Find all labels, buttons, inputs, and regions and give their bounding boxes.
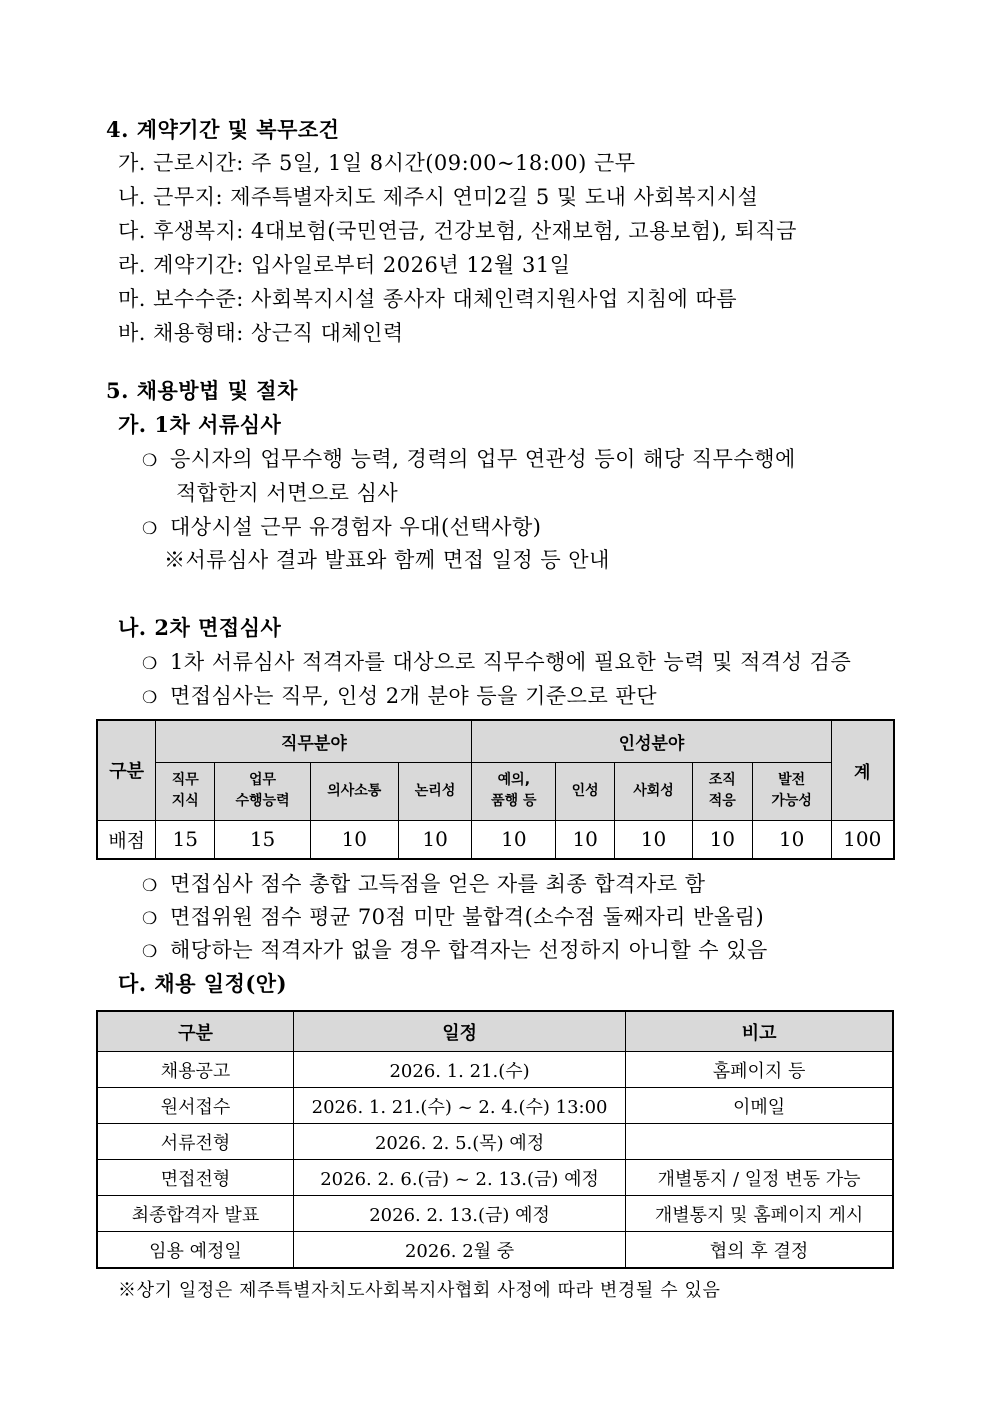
section4-title: 4. 계약기간 및 복무조건 (106, 117, 340, 142)
score-value-6: 10 (556, 820, 615, 859)
score-col-8 (692, 762, 752, 820)
section4-item-6: 바. 채용형태: 상근직 대체인력 (118, 321, 404, 345)
score-value-4: 10 (398, 820, 472, 859)
schedule-footnote: ※상기 일정은 제주특별자치도사회복지사협회 사정에 따라 변경될 수 있음 (118, 1280, 721, 1301)
schedule-cell: 2026. 2. 13.(금) 예정 (293, 1196, 625, 1232)
schedule-header-note: 비고 (626, 1011, 893, 1052)
schedule-header-category: 구분 (97, 1011, 293, 1052)
schedule-cell: 2026. 2월 중 (293, 1232, 625, 1269)
schedule-cell: 2026. 2. 5.(목) 예정 (293, 1124, 625, 1160)
bullet-circle-icon: ❍ (142, 909, 158, 929)
sub-b-bullet-1-text: 1차 서류심사 적격자를 대상으로 직무수행에 필요한 능력 및 적격성 검증 (170, 650, 852, 674)
score-col-8-l1: 조직 (708, 772, 736, 788)
score-col-1-l1: 직무 (171, 772, 199, 788)
bullet-circle-icon: ❍ (142, 654, 158, 674)
table-row (97, 1196, 893, 1232)
schedule-cell: 서류전형 (97, 1124, 293, 1160)
score-col-1-l2: 지식 (171, 793, 199, 809)
sub-a-bullet-2-text: 대상시설 근무 유경험자 우대(선택사항) (170, 515, 542, 539)
score-col-1 (156, 762, 215, 820)
sub-b-bullet-2-text: 면접심사는 직무, 인성 2개 분야 등을 기준으로 판단 (170, 684, 657, 708)
sub-a-title: 가. 1차 서류심사 (118, 412, 282, 437)
schedule-cell: 2026. 2. 6.(금) ~ 2. 13.(금) 예정 (293, 1160, 625, 1196)
score-col-9-l1: 발전 (778, 772, 806, 788)
sub-b-after-3 (142, 936, 768, 966)
sub-b-bullet-2 (142, 682, 657, 712)
score-col-2 (215, 762, 311, 820)
score-col-9 (752, 762, 831, 820)
score-table-corner: 구분 (97, 720, 156, 820)
sub-b-after-2-text: 면접위원 점수 평균 70점 미만 불합격(소수점 둘째자리 반올림) (170, 905, 765, 929)
score-col-3: 의사소통 (310, 762, 398, 820)
sub-a-bullet-1 (142, 445, 796, 475)
score-col-5 (472, 762, 556, 820)
sub-b-bullet-1 (142, 648, 851, 678)
score-total-value: 100 (831, 820, 894, 859)
score-value-8: 10 (692, 820, 752, 859)
bullet-circle-icon: ❍ (142, 451, 158, 471)
score-value-9: 10 (752, 820, 831, 859)
schedule-cell (626, 1124, 893, 1160)
score-group-character: 인성분야 (472, 720, 831, 762)
section4-item-1: 가. 근로시간: 주 5일, 1일 8시간(09:00~18:00) 근무 (118, 151, 636, 175)
score-col-2-l2: 수행능력 (235, 793, 290, 809)
score-value-3: 10 (310, 820, 398, 859)
schedule-cell: 채용공고 (97, 1052, 293, 1088)
table-row (97, 1088, 893, 1124)
schedule-cell: 이메일 (626, 1088, 893, 1124)
sub-b-after-2 (142, 903, 764, 933)
schedule-cell: 개별통지 및 홈페이지 게시 (626, 1196, 893, 1232)
schedule-cell: 협의 후 결정 (626, 1232, 893, 1269)
bullet-circle-icon: ❍ (142, 519, 158, 539)
sub-b-title: 나. 2차 면접심사 (118, 615, 282, 640)
score-col-6: 인성 (556, 762, 615, 820)
schedule-cell: 2026. 1. 21.(수) ~ 2. 4.(수) 13:00 (293, 1088, 625, 1124)
section4-item-2: 나. 근무지: 제주특별자치도 제주시 연미2길 5 및 도내 사회복지시설 (118, 185, 759, 209)
score-col-2-l1: 업무 (249, 772, 277, 788)
schedule-cell: 홈페이지 등 (626, 1052, 893, 1088)
section4-item-4: 라. 계약기간: 입사일로부터 2026년 12월 31일 (118, 253, 571, 277)
table-row (97, 1124, 893, 1160)
section4-item-5: 마. 보수수준: 사회복지시설 종사자 대체인력지원사업 지침에 따름 (118, 287, 738, 311)
schedule-cell: 원서접수 (97, 1088, 293, 1124)
section4-item-3: 다. 후생복지: 4대보험(국민연금, 건강보험, 산재보험, 고용보험), 퇴직금 (118, 219, 797, 243)
interview-score-table (96, 719, 895, 860)
score-col-7: 사회성 (615, 762, 693, 820)
table-row (97, 1232, 893, 1269)
score-col-8-l2: 적응 (708, 793, 736, 809)
section5-title: 5. 채용방법 및 절차 (106, 378, 298, 403)
score-col-5-l1: 예의, (497, 772, 531, 788)
sub-b-after-1 (142, 870, 705, 900)
score-row-label: 배점 (97, 820, 156, 859)
sub-a-bullet-1-cont: 적합한지 서면으로 심사 (176, 481, 399, 505)
schedule-cell: 임용 예정일 (97, 1232, 293, 1269)
schedule-cell: 2026. 1. 21.(수) (293, 1052, 625, 1088)
score-col-4: 논리성 (398, 762, 472, 820)
bullet-circle-icon: ❍ (142, 688, 158, 708)
score-value-2: 15 (215, 820, 311, 859)
schedule-cell: 개별통지 / 일정 변동 가능 (626, 1160, 893, 1196)
score-total-header: 계 (831, 720, 894, 820)
sub-c-title: 다. 채용 일정(안) (118, 971, 288, 996)
score-value-7: 10 (615, 820, 693, 859)
sub-a-note: ※서류심사 결과 발표와 함께 면접 일정 등 안내 (164, 548, 610, 572)
score-col-5-l2: 품행 등 (491, 793, 537, 809)
schedule-header-date: 일정 (293, 1011, 625, 1052)
score-col-9-l2: 가능성 (771, 793, 812, 809)
table-row (97, 1160, 893, 1196)
bullet-circle-icon: ❍ (142, 942, 158, 962)
sub-a-bullet-1-text: 응시자의 업무수행 능력, 경력의 업무 연관성 등이 해당 직무수행에 (170, 447, 796, 471)
sub-b-after-3-text: 해당하는 적격자가 없을 경우 합격자는 선정하지 아니할 수 있음 (170, 938, 768, 962)
sub-b-after-1-text: 면접심사 점수 총합 고득점을 얻은 자를 최종 합격자로 함 (170, 872, 706, 896)
schedule-table (96, 1010, 894, 1269)
sub-a-bullet-2 (142, 513, 542, 543)
table-row (97, 1052, 893, 1088)
score-value-1: 15 (156, 820, 215, 859)
score-value-5: 10 (472, 820, 556, 859)
bullet-circle-icon: ❍ (142, 876, 158, 896)
schedule-cell: 최종합격자 발표 (97, 1196, 293, 1232)
schedule-cell: 면접전형 (97, 1160, 293, 1196)
score-group-job: 직무분야 (156, 720, 472, 762)
